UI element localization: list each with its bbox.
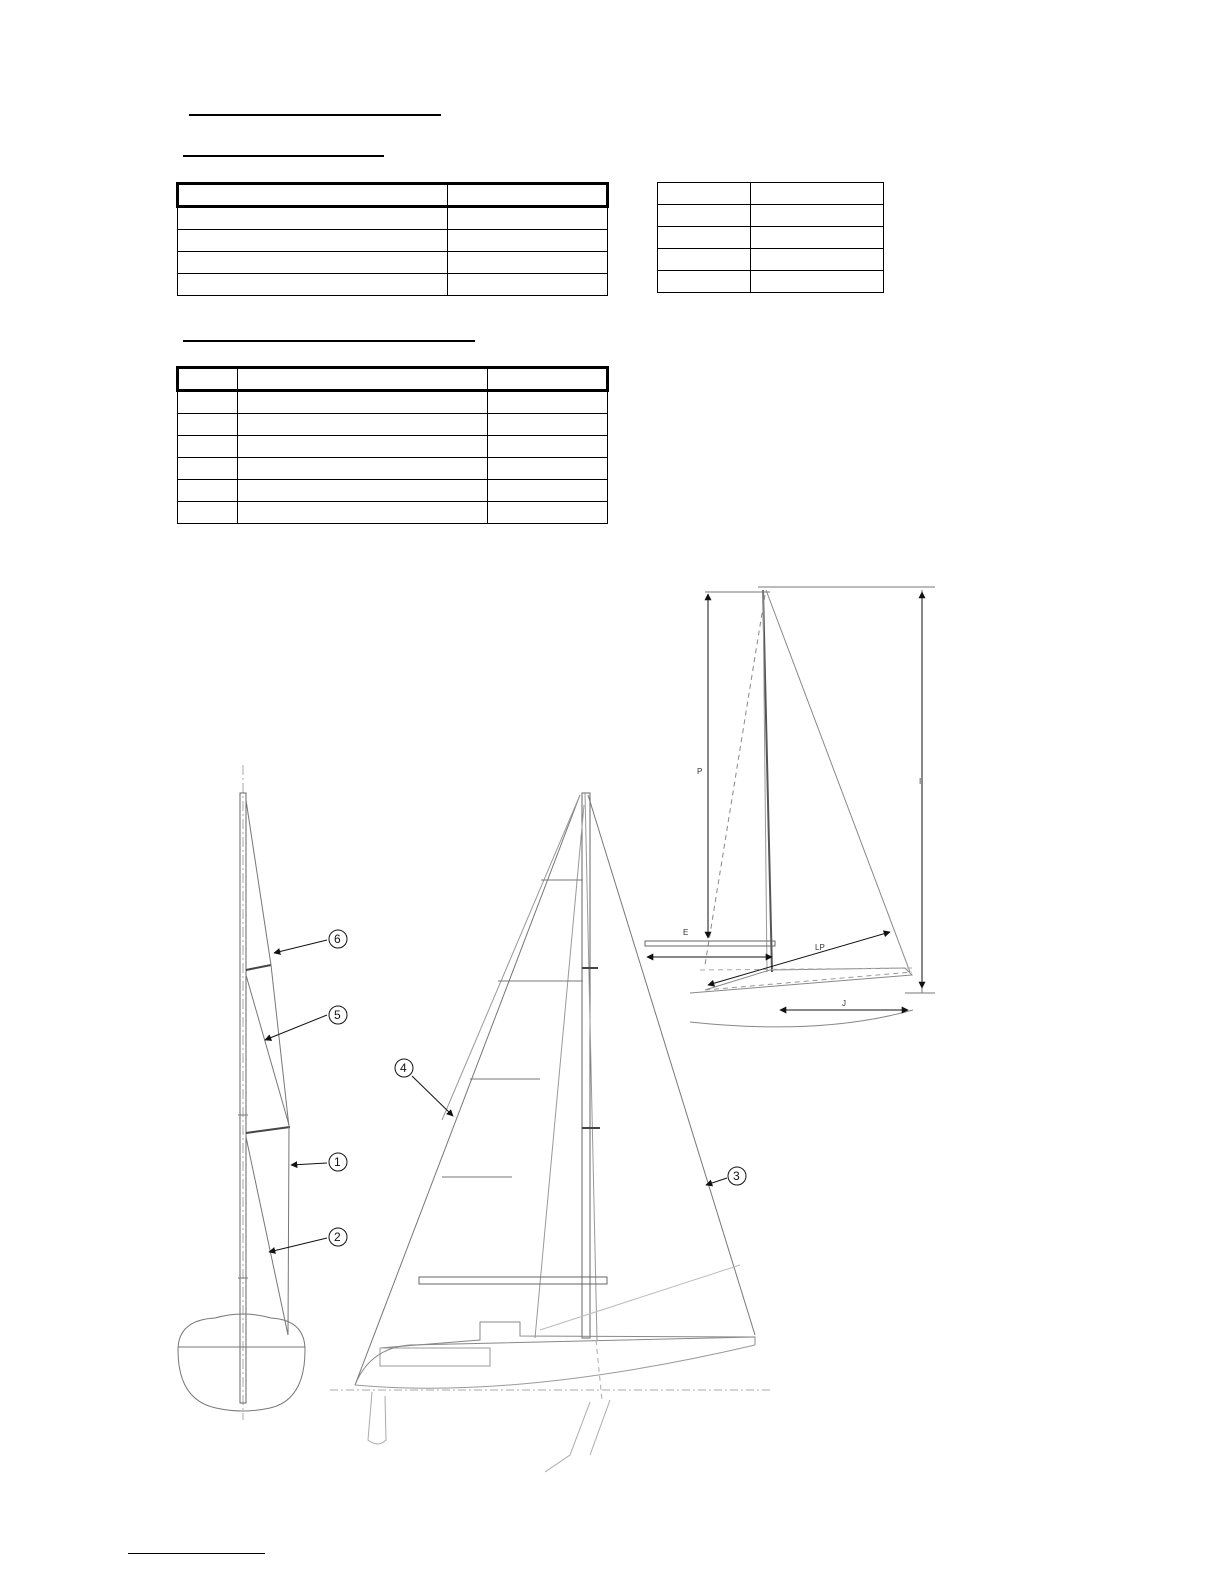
callout-1 (291, 1153, 347, 1171)
callout-4-label: 4 (400, 1061, 407, 1075)
callouts (265, 930, 746, 1252)
rig-dimension-labels (683, 767, 921, 1008)
callout-5-label: 5 (334, 1008, 341, 1022)
callout-2 (269, 1228, 347, 1252)
callout-2-label: 2 (334, 1230, 341, 1244)
mast (763, 590, 772, 972)
dimension-label-lp: LP (815, 943, 825, 952)
callout-6 (274, 930, 347, 953)
callout-6-label: 6 (334, 932, 341, 946)
dimension-label-e: E (683, 928, 689, 937)
dimension-label-i: I (919, 777, 922, 786)
dimension-label-j: J (842, 999, 846, 1008)
callout-3 (706, 1167, 746, 1185)
mast-front-view (178, 765, 305, 1420)
callout-3-label: 3 (733, 1169, 740, 1183)
boat-side-view (330, 793, 770, 1472)
dimension-label-p: P (697, 767, 703, 776)
callout-1-label: 1 (334, 1155, 341, 1169)
rig-dimension-arrows (647, 592, 922, 1010)
callout-4 (395, 1059, 453, 1116)
footer-line (128, 1553, 265, 1554)
